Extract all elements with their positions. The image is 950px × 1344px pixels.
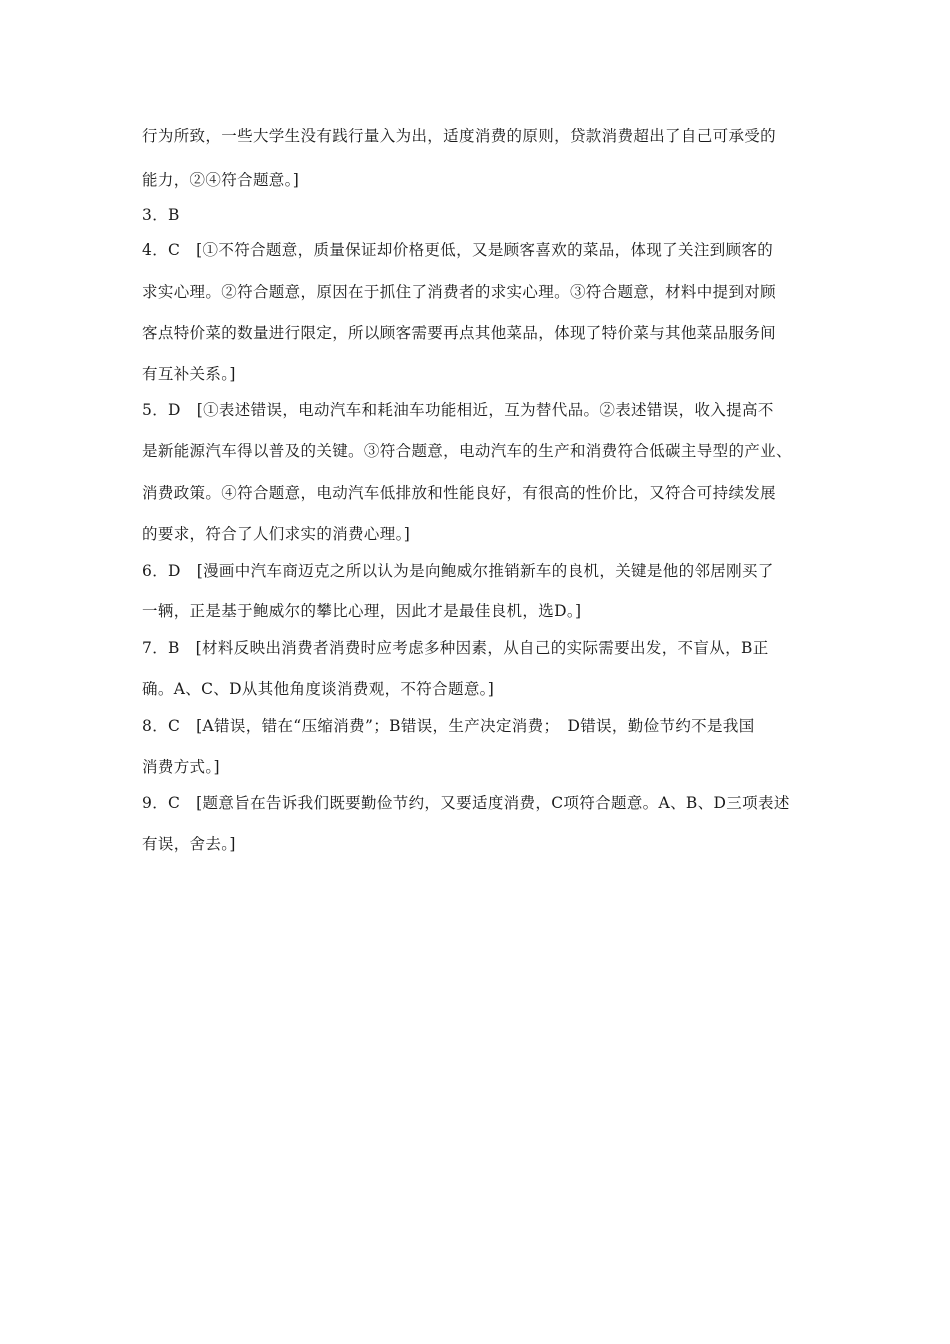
text-line: 客点特价菜的数量进行限定，所以顾客需要再点其他菜品，体现了特价菜与其他菜品服务间 bbox=[142, 324, 777, 342]
answer-9: 9．C [题意旨在告诉我们既要勤俭节约，又要适度消费，C项符合题意。A、B、D三项表述 bbox=[142, 794, 790, 812]
answer-4: 4．C [①不符合题意，质量保证却价格更低，又是顾客喜欢的菜品，体现了关注到顾客的 bbox=[142, 241, 774, 259]
text-line: 确。A、C、D从其他角度谈消费观，不符合题意。] bbox=[142, 680, 495, 698]
text-line: 的要求，符合了人们求实的消费心理。] bbox=[142, 525, 411, 543]
text-line: 消费方式。] bbox=[142, 758, 220, 776]
answer-7: 7．B [材料反映出消费者消费时应考虑多种因素，从自己的实际需要出发，不盲从，B正 bbox=[142, 639, 769, 657]
text-line: 消费政策。④符合题意，电动汽车低排放和性能良好，有很高的性价比，又符合可持续发展 bbox=[142, 484, 777, 502]
text-line: 是新能源汽车得以普及的关键。③符合题意，电动汽车的生产和消费符合低碳主导型的产业、 bbox=[142, 442, 792, 460]
answer-3: 3．B bbox=[142, 206, 180, 224]
answer-8: 8．C [A错误，错在“压缩消费”；B错误，生产决定消费； D错误，勤俭节约不是我国 bbox=[142, 717, 755, 735]
text-line: 求实心理。②符合题意，原因在于抓住了消费者的求实心理。③符合题意，材料中提到对顾 bbox=[142, 283, 777, 301]
answer-5: 5．D [①表述错误，电动汽车和耗油车功能相近，互为替代品。②表述错误，收入提高不 bbox=[142, 401, 774, 419]
text-line: 有误，舍去。] bbox=[142, 835, 236, 853]
answer-6: 6．D [漫画中汽车商迈克之所以认为是向鲍威尔推销新车的良机，关键是他的邻居刚买了 bbox=[142, 562, 774, 580]
text-line: 有互补关系。] bbox=[142, 365, 236, 383]
text-line: 行为所致，一些大学生没有践行量入为出，适度消费的原则，贷款消费超出了自己可承受的 bbox=[142, 127, 777, 145]
text-line: 能力，②④符合题意。] bbox=[142, 171, 300, 189]
text-line: 一辆，正是基于鲍威尔的攀比心理，因此才是最佳良机，选D。] bbox=[142, 602, 582, 620]
